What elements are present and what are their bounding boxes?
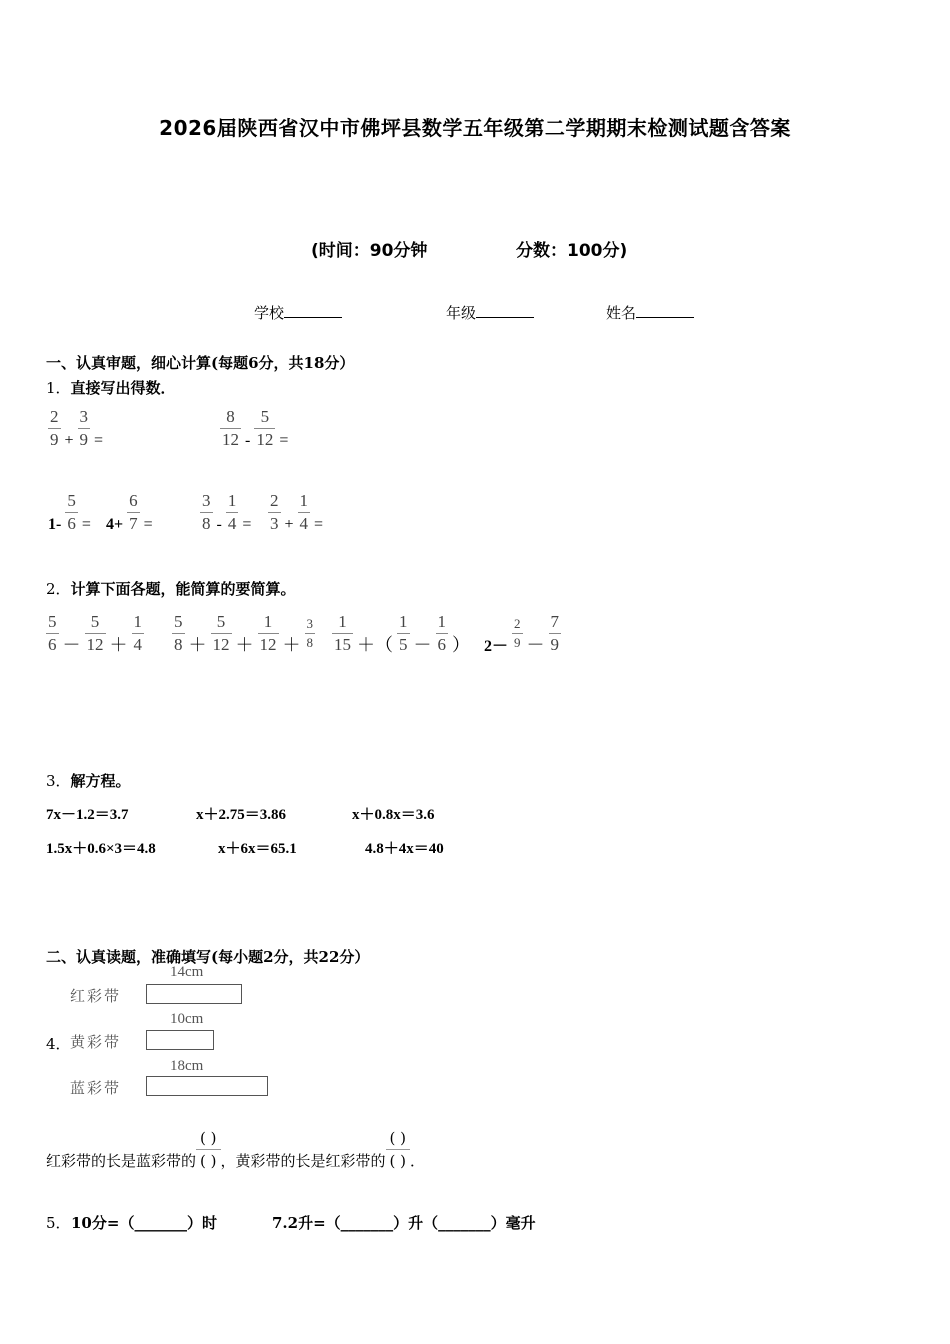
equation: x＋6x＝65.1: [218, 841, 297, 857]
q1-expr-a: $\frac{2}{9}$ + $\frac{3}{9}$ =: [50, 407, 104, 449]
red-length: 14cm: [170, 964, 204, 980]
q2-expr-b: $\frac{5}{8}$ ＋ $\frac{5}{12}$ ＋ $\frac{1}{12}$ ＋ $\frac{3}{8}$: [174, 611, 313, 655]
name-blank[interactable]: [636, 303, 694, 318]
fraction: $\frac{6}{7}$: [129, 491, 138, 533]
fraction: $\frac{1}{12}$: [259, 611, 277, 654]
q1-expr-c: 1- $\frac{5}{6}$ =: [48, 491, 91, 533]
name-label: 姓名: [606, 304, 637, 322]
school-blank[interactable]: [284, 303, 342, 318]
fraction: $\frac{3}{8}$: [306, 615, 313, 650]
q4-sentence: 红彩带的长是蓝彩带的 $\frac{( )}{( )}$ ，黄彩带的长是红彩带的 $\frac{( )}{( )}$ ．: [46, 1129, 426, 1170]
red-ribbon-label: 红彩带: [70, 987, 122, 1005]
fraction: $\frac{1}{6}$: [437, 611, 446, 654]
q5-number: 5．: [46, 1214, 71, 1232]
fraction: $\frac{2}{9}$: [50, 407, 59, 449]
yellow-length: 10cm: [170, 1011, 204, 1027]
fraction: $\frac{5}{12}$: [256, 407, 274, 449]
exam-score: 分数：100分): [516, 241, 628, 261]
equation: 4.8＋4x＝40: [365, 841, 444, 857]
q5-part1: 10分=（_______）时: [71, 1214, 217, 1232]
grade-label: 年级: [446, 304, 477, 322]
grade-blank[interactable]: [476, 303, 534, 318]
fraction: $\frac{2}{3}$: [270, 491, 279, 533]
document-title: 2026届陕西省汉中市佛坪县数学五年级第二学期期末检测试题含答案: [159, 116, 791, 140]
section2-heading: 二、认真读题，准确填写(每小题2分，共22分）: [46, 948, 370, 966]
fraction: $\frac{5}{12}$: [212, 611, 230, 654]
grade-field[interactable]: [446, 302, 534, 323]
q3-title: 3．解方程。: [46, 772, 131, 790]
exam-time: (时间：90分钟: [311, 241, 428, 261]
fraction: $\frac{5}{6}$: [48, 611, 57, 654]
red-ribbon-bar: [146, 984, 242, 1004]
school-field[interactable]: [254, 302, 342, 323]
equation: x＋0.8x＝3.6: [352, 807, 435, 823]
yellow-ribbon-bar: [146, 1030, 214, 1050]
equation: 7x－1.2＝3.7: [46, 807, 129, 823]
q1-expr-f: $\frac{2}{3}$ + $\frac{1}{4}$ =: [270, 491, 324, 533]
fraction: $\frac{5}{8}$: [174, 611, 183, 654]
fraction: $\frac{3}{9}$: [79, 407, 89, 449]
q5-part2: 7.2升=（_______）升（_______）毫升: [272, 1214, 536, 1232]
fraction: $\frac{5}{6}$: [67, 491, 76, 533]
fraction: $\frac{5}{12}$: [86, 611, 104, 654]
yellow-ribbon-label: 黄彩带: [70, 1033, 122, 1051]
fraction: $\frac{1}{4}$: [227, 491, 237, 533]
fraction: $\frac{1}{15}$: [334, 611, 351, 654]
q1-title: 1．直接写出得数．: [46, 379, 176, 397]
fraction: $\frac{1}{4}$: [299, 491, 309, 533]
q2-expr-a: $\frac{5}{6}$ － $\frac{5}{12}$ ＋ $\frac{1}{4}$: [48, 611, 142, 655]
fraction: $\frac{7}{9}$: [550, 611, 560, 654]
blue-ribbon-bar: [146, 1076, 268, 1096]
fraction: $\frac{3}{8}$: [202, 491, 211, 533]
equation: 1.5x＋0.6×3＝4.8: [46, 841, 156, 857]
q1-expr-d: 4+ $\frac{6}{7}$ =: [106, 491, 153, 533]
q2-title: 2．计算下面各题，能简算的要简算。: [46, 580, 296, 598]
section1-heading: 一、认真审题，细心计算(每题6分，共18分）: [46, 354, 355, 372]
fraction: $\frac{1}{4}$: [133, 611, 142, 654]
school-label: 学校: [254, 304, 285, 322]
q1-expr-b: $\frac{8}{12}$ - $\frac{5}{12}$ =: [222, 407, 289, 449]
fraction: $\frac{8}{12}$: [222, 407, 239, 449]
q2-expr-c: $\frac{1}{15}$ ＋（ $\frac{1}{5}$ － $\frac{1}{6}$ ）: [334, 611, 470, 655]
fraction: $\frac{2}{9}$: [514, 615, 521, 650]
equation: x＋2.75＝3.86: [196, 807, 287, 823]
answer-fraction-blank[interactable]: $\frac{( )}{( )}$: [196, 1127, 220, 1172]
fraction: $\frac{1}{5}$: [399, 611, 408, 654]
blue-length: 18cm: [170, 1058, 204, 1074]
answer-fraction-blank[interactable]: $\frac{( )}{( )}$: [386, 1127, 410, 1172]
q4-number: 4．: [46, 1035, 71, 1053]
blue-ribbon-label: 蓝彩带: [70, 1079, 122, 1097]
q2-expr-d: 2－ $\frac{2}{9}$ － $\frac{7}{9}$: [484, 611, 560, 655]
name-field[interactable]: [606, 302, 694, 323]
q1-expr-e: $\frac{3}{8}$ - $\frac{1}{4}$ =: [202, 491, 252, 533]
